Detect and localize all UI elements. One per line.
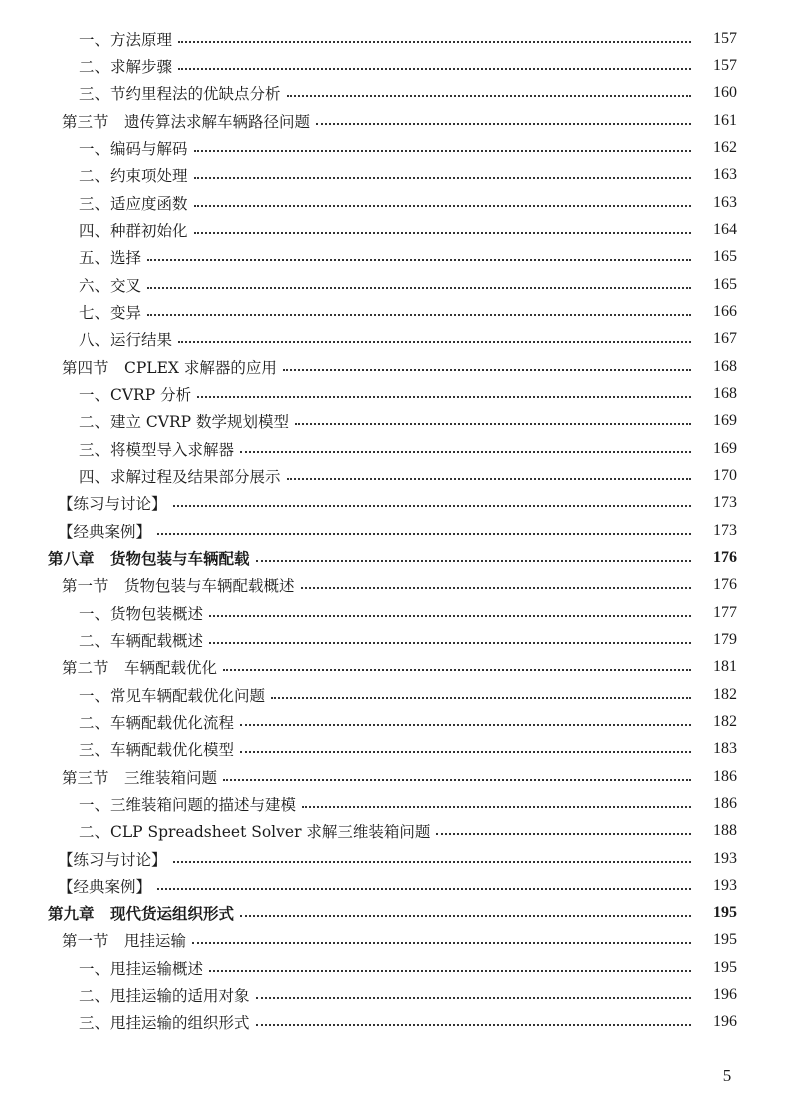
toc-entry-title: 二、建立 CVRP 数学规划模型 [79, 410, 295, 432]
dot-leader [192, 942, 691, 944]
table-of-contents [0, 25, 790, 1036]
dot-leader [287, 478, 691, 480]
toc-section[interactable] [0, 107, 790, 134]
toc-entry-page: 169 [713, 412, 737, 430]
toc-entry-page: 196 [713, 986, 737, 1004]
dot-leader [178, 68, 691, 70]
toc-entry-page: 163 [713, 193, 737, 211]
dot-leader [240, 724, 691, 726]
toc-entry-page: 196 [713, 1013, 737, 1031]
toc-entry-page: 160 [713, 84, 737, 102]
toc-entry-title: 七、变异 [79, 301, 147, 323]
toc-extra-title: 【练习与讨论】 [58, 848, 173, 870]
toc-entry-page: 177 [713, 603, 737, 621]
toc-section-title: 第一节 甩挂运输 [62, 929, 192, 951]
toc-entry[interactable] [0, 681, 790, 708]
toc-section-title: 第三节 三维装箱问题 [62, 766, 223, 788]
toc-entry[interactable] [0, 790, 790, 817]
toc-chapter-title: 第八章 货物包装与车辆配载 [48, 547, 256, 569]
dot-leader [209, 615, 691, 617]
dot-leader [256, 997, 691, 999]
dot-leader [240, 915, 691, 917]
toc-extra[interactable] [0, 845, 790, 872]
toc-entry-page: 183 [713, 740, 737, 758]
toc-entry[interactable] [0, 326, 790, 353]
toc-entry-page: 182 [713, 712, 737, 730]
toc-entry-title: 二、CLP Spreadsheet Solver 求解三维装箱问题 [79, 820, 436, 842]
dot-leader [301, 587, 691, 589]
dot-leader [147, 259, 691, 261]
toc-entry-page: 161 [713, 111, 737, 129]
toc-entry-page: 168 [713, 384, 737, 402]
toc-entry-title: 三、将模型导入求解器 [79, 438, 240, 460]
toc-entry-page: 179 [713, 630, 737, 648]
dot-leader [194, 205, 691, 207]
dot-leader [223, 669, 691, 671]
dot-leader [194, 177, 691, 179]
toc-entry[interactable] [0, 981, 790, 1008]
toc-entry[interactable] [0, 216, 790, 243]
toc-entry[interactable] [0, 435, 790, 462]
toc-entry-title: 三、车辆配载优化模型 [79, 738, 240, 760]
dot-leader [157, 888, 691, 890]
dot-leader [209, 642, 691, 644]
toc-entry[interactable] [0, 244, 790, 271]
toc-entry[interactable] [0, 80, 790, 107]
dot-leader [194, 232, 691, 234]
dot-leader [223, 779, 691, 781]
toc-entry-title: 一、三维装箱问题的描述与建模 [79, 793, 302, 815]
toc-entry-title: 二、求解步骤 [79, 55, 178, 77]
toc-entry-page: 186 [713, 767, 737, 785]
toc-extra[interactable] [0, 490, 790, 517]
toc-entry-page: 188 [713, 822, 737, 840]
dot-leader [302, 806, 691, 808]
toc-entry-page: 164 [713, 220, 737, 238]
toc-entry-title: 五、选择 [79, 246, 147, 268]
toc-entry-page: 195 [713, 931, 737, 949]
toc-chapter[interactable] [0, 900, 790, 927]
toc-entry-page: 170 [713, 466, 737, 484]
toc-entry-page: 193 [713, 876, 737, 894]
toc-extra[interactable] [0, 517, 790, 544]
toc-entry[interactable] [0, 818, 790, 845]
dot-leader [194, 150, 691, 152]
toc-entry[interactable] [0, 954, 790, 981]
toc-entry-page: 162 [713, 138, 737, 156]
toc-chapter-title: 第九章 现代货运组织形式 [48, 902, 240, 924]
toc-entry-title: 八、运行结果 [79, 328, 178, 350]
dot-leader [295, 423, 691, 425]
toc-entry-title: 三、甩挂运输的组织形式 [79, 1011, 256, 1033]
toc-entry-page: 186 [713, 794, 737, 812]
dot-leader [283, 369, 691, 371]
toc-section[interactable] [0, 763, 790, 790]
toc-entry-page: 176 [713, 548, 737, 566]
dot-leader [147, 287, 691, 289]
toc-entry[interactable] [0, 708, 790, 735]
toc-entry[interactable] [0, 736, 790, 763]
toc-section-title: 第三节 遗传算法求解车辆路径问题 [62, 110, 316, 132]
toc-entry[interactable] [0, 25, 790, 52]
dot-leader [256, 560, 691, 562]
toc-extra-title: 【练习与讨论】 [58, 492, 173, 514]
toc-entry-title: 二、约束项处理 [79, 164, 194, 186]
dot-leader [178, 41, 691, 43]
toc-entry[interactable] [0, 134, 790, 161]
toc-entry-title: 四、种群初始化 [79, 219, 194, 241]
toc-entry-page: 173 [713, 494, 737, 512]
toc-entry[interactable] [0, 380, 790, 407]
toc-entry[interactable] [0, 52, 790, 79]
toc-entry-page: 167 [713, 330, 737, 348]
toc-entry-title: 四、求解过程及结果部分展示 [79, 465, 287, 487]
toc-extra[interactable] [0, 872, 790, 899]
dot-leader [271, 697, 691, 699]
toc-entry[interactable] [0, 1009, 790, 1036]
toc-entry[interactable] [0, 408, 790, 435]
toc-entry-title: 六、交叉 [79, 274, 147, 296]
toc-entry[interactable] [0, 462, 790, 489]
toc-entry-title: 二、车辆配载优化流程 [79, 711, 240, 733]
toc-entry-title: 一、货物包装概述 [79, 602, 209, 624]
toc-entry-title: 二、车辆配载概述 [79, 629, 209, 651]
toc-entry-title: 一、常见车辆配载优化问题 [79, 684, 271, 706]
toc-section-title: 第一节 货物包装与车辆配载概述 [62, 574, 301, 596]
toc-entry-page: 163 [713, 166, 737, 184]
dot-leader [287, 95, 691, 97]
toc-entry[interactable] [0, 189, 790, 216]
toc-section[interactable] [0, 927, 790, 954]
dot-leader [436, 833, 691, 835]
toc-section-title: 第二节 车辆配载优化 [62, 656, 223, 678]
toc-entry-title: 二、甩挂运输的适用对象 [79, 984, 256, 1006]
dot-leader [209, 970, 691, 972]
toc-extra-title: 【经典案例】 [58, 875, 157, 897]
toc-entry-page: 157 [713, 29, 737, 47]
dot-leader [157, 533, 691, 535]
toc-section[interactable] [0, 572, 790, 599]
page-number: 5 [722, 1066, 732, 1085]
toc-entry-page: 166 [713, 302, 737, 320]
toc-section[interactable] [0, 654, 790, 681]
toc-entry-page: 181 [713, 658, 737, 676]
toc-entry[interactable] [0, 298, 790, 325]
dot-leader [178, 341, 691, 343]
dot-leader [316, 123, 691, 125]
toc-entry[interactable] [0, 626, 790, 653]
dot-leader [240, 751, 691, 753]
toc-entry-page: 157 [713, 56, 737, 74]
toc-entry-page: 193 [713, 849, 737, 867]
toc-entry-page: 176 [713, 576, 737, 594]
dot-leader [256, 1024, 691, 1026]
toc-entry-title: 三、节约里程法的优缺点分析 [79, 82, 287, 104]
toc-section[interactable] [0, 353, 790, 380]
toc-chapter[interactable] [0, 544, 790, 571]
toc-entry-title: 一、CVRP 分析 [79, 383, 197, 405]
dot-leader [173, 505, 691, 507]
toc-entry-title: 一、甩挂运输概述 [79, 957, 209, 979]
toc-entry-page: 195 [713, 904, 737, 922]
toc-entry[interactable] [0, 162, 790, 189]
toc-extra-title: 【经典案例】 [58, 520, 157, 542]
toc-entry-page: 182 [713, 685, 737, 703]
toc-entry-title: 一、编码与解码 [79, 137, 194, 159]
toc-entry-title: 一、方法原理 [79, 28, 178, 50]
toc-section-title: 第四节 CPLEX 求解器的应用 [62, 356, 283, 378]
toc-entry-page: 169 [713, 439, 737, 457]
toc-entry[interactable] [0, 599, 790, 626]
toc-entry-title: 三、适应度函数 [79, 192, 194, 214]
toc-entry-page: 173 [713, 521, 737, 539]
toc-entry-page: 195 [713, 958, 737, 976]
dot-leader [147, 314, 691, 316]
dot-leader [173, 861, 691, 863]
dot-leader [240, 451, 691, 453]
dot-leader [197, 396, 691, 398]
toc-entry-page: 165 [713, 248, 737, 266]
toc-entry-page: 168 [713, 357, 737, 375]
toc-entry-page: 165 [713, 275, 737, 293]
toc-entry[interactable] [0, 271, 790, 298]
